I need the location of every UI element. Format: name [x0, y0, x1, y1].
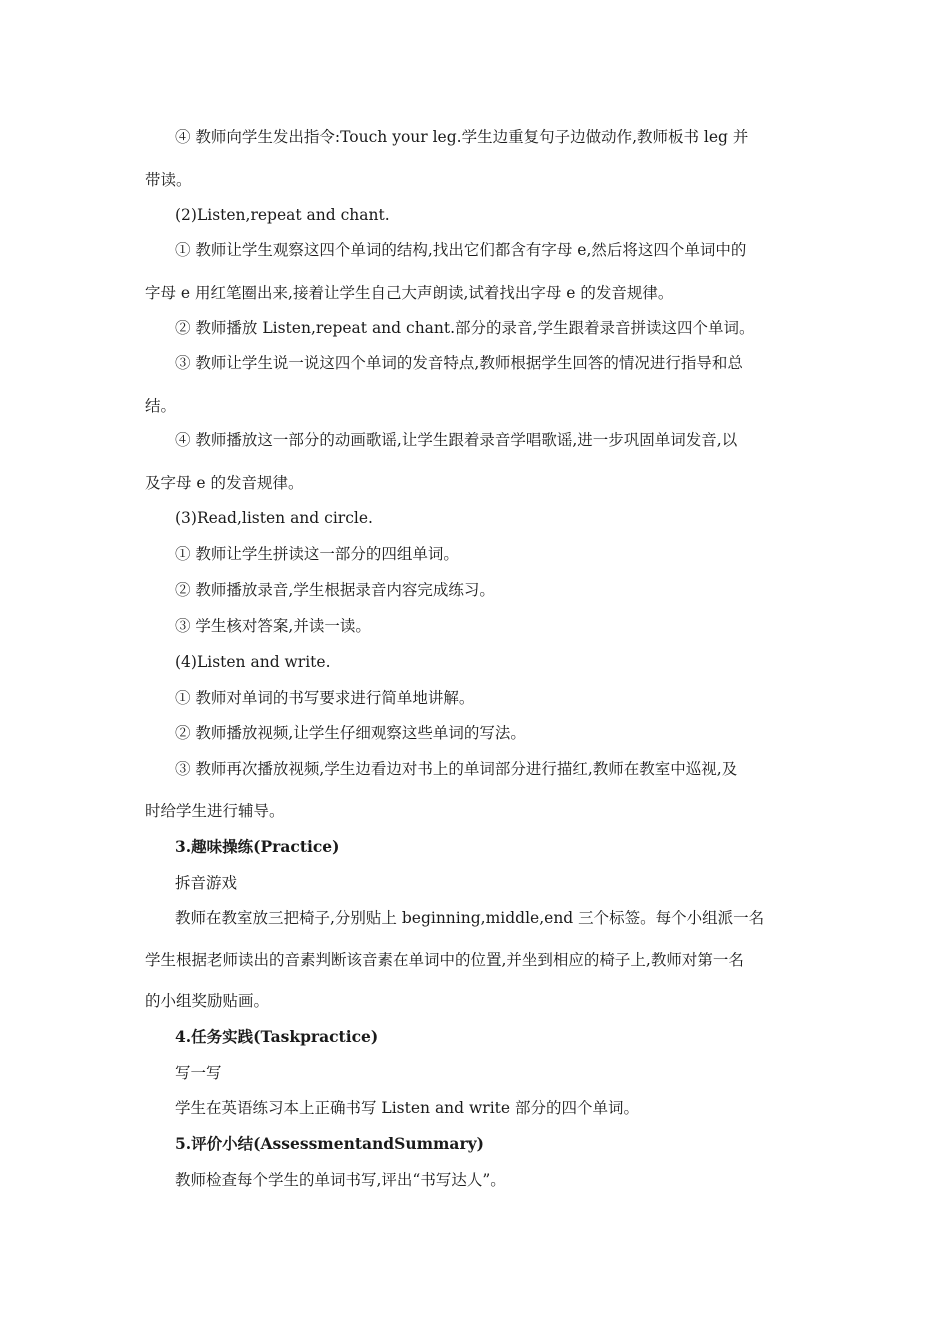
paragraph-line: ① 教师让学生拼读这一部分的四组单词。	[175, 545, 459, 563]
paragraph-line: ② 教师播放视频,让学生仔细观察这些单词的写法。	[175, 724, 526, 742]
paragraph-line: 教师在教室放三把椅子,分别贴上 beginning,middle,end 三个标签。每个小组派一名	[175, 909, 765, 927]
paragraph-line: 的小组奖励贴画。	[145, 992, 270, 1010]
paragraph-line: 带读。	[145, 171, 192, 189]
paragraph-line: ② 教师播放 Listen,repeat and chant.部分的录音,学生跟着录音拼读这四个单词。	[175, 319, 755, 337]
paragraph-line: ④ 教师播放这一部分的动画歌谣,让学生跟着录音学唱歌谣,进一步巩固单词发音,以	[175, 431, 738, 449]
paragraph-line: ③ 学生核对答案,并读一读。	[175, 617, 371, 635]
paragraph-line: 学生根据老师读出的音素判断该音素在单词中的位置,并坐到相应的椅子上,教师对第一名	[145, 951, 744, 969]
paragraph-line: ① 教师让学生观察这四个单词的结构,找出它们都含有字母 e,然后将这四个单词中的	[175, 241, 747, 259]
paragraph-line: 字母 e 用红笔圈出来,接着让学生自己大声朗读,试着找出字母 e 的发音规律。	[145, 284, 674, 302]
paragraph-line: 学生在英语练习本上正确书写 Listen and write 部分的四个单词。	[175, 1099, 639, 1117]
section-heading: (3)Read,listen and circle.	[175, 509, 373, 527]
paragraph-line: ③ 教师让学生说一说这四个单词的发音特点,教师根据学生回答的情况进行指导和总	[175, 354, 743, 372]
paragraph-line: 教师检查每个学生的单词书写,评出“书写达人”。	[175, 1171, 506, 1189]
paragraph-line: 结。	[145, 397, 177, 415]
section-heading: 4.任务实践(Taskpractice)	[175, 1027, 379, 1046]
section-heading: (2)Listen,repeat and chant.	[175, 206, 390, 224]
section-heading: 3.趣味操练(Practice)	[175, 837, 340, 856]
paragraph-line: ④ 教师向学生发出指令:Touch your leg.学生边重复句子边做动作,教师板书 leg 并	[175, 128, 749, 146]
paragraph-line: 及字母 e 的发音规律。	[145, 474, 304, 492]
paragraph-line: 时给学生进行辅导。	[145, 802, 285, 820]
subsection-heading: 拆音游戏	[175, 874, 238, 892]
section-heading: 5.评价小结(AssessmentandSummary)	[175, 1134, 484, 1153]
paragraph-line: ② 教师播放录音,学生根据录音内容完成练习。	[175, 581, 495, 599]
paragraph-line: ① 教师对单词的书写要求进行简单地讲解。	[175, 689, 475, 707]
section-heading: (4)Listen and write.	[175, 653, 331, 671]
paragraph-line: ③ 教师再次播放视频,学生边看边对书上的单词部分进行描红,教师在教室中巡视,及	[175, 760, 738, 778]
subsection-heading: 写一写	[175, 1064, 222, 1082]
